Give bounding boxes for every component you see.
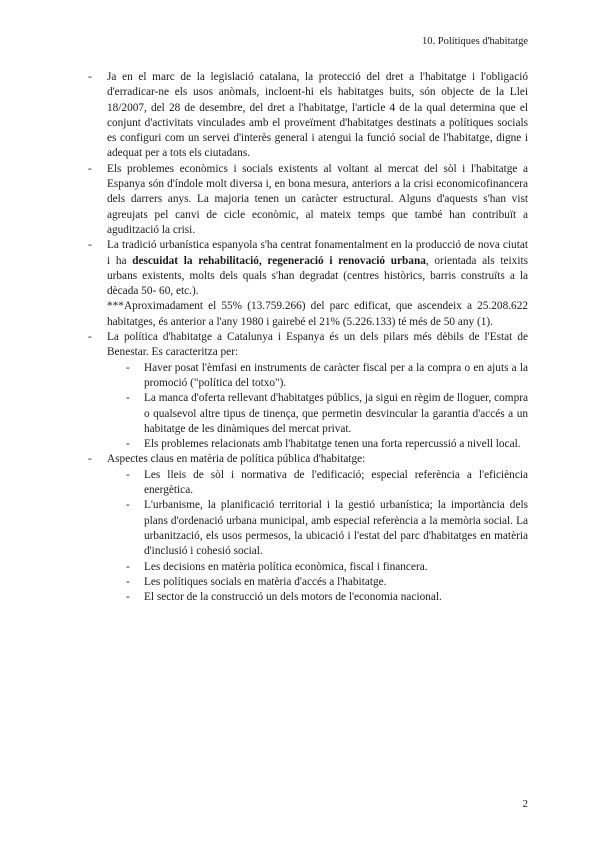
list-item	[88, 330, 528, 361]
list-item-text: Aspectes claus en matèria de política pública d'habitatge:	[107, 453, 366, 466]
sub-list-item	[88, 498, 528, 559]
list-marker: -	[126, 468, 130, 481]
list-marker: -	[126, 591, 130, 604]
list-item	[88, 162, 528, 238]
list-item	[88, 238, 528, 299]
sub-list-item-text: Les lleis de sòl i normativa de l'edificació; especial referència a l'eficiència energètica.	[144, 468, 528, 497]
list-item	[88, 452, 528, 467]
list-marker: -	[88, 453, 92, 466]
sub-list-item-text: El sector de la construcció un dels motors de l'economia nacional.	[144, 591, 442, 604]
list-marker: -	[126, 560, 130, 573]
sub-list-item	[88, 361, 528, 392]
list-marker: -	[88, 239, 92, 252]
list-item-text: Els problemes econòmics i socials existents al voltant al mercat del sòl i l'habitatge a Espanya són d'índole molt diversa i, en bona mesura, anteriors a la crisi economicofinancera dels darrers anys. La majoria tenen un caràcter estructural. Alguns d'aquests s'han vist agreujats pel canvi de cicle econòmic, al mateix temps que també han contribuït a agudització la crisi.	[107, 162, 528, 236]
document-body	[88, 70, 528, 605]
list-marker: -	[88, 331, 92, 344]
list-marker: -	[88, 162, 92, 175]
list-item-text: , orientada als teixits urbans existents, molts dels quals s'han degradat (centres històrics, barris construïts a la dècada 50- 60, etc.).	[107, 254, 528, 298]
list-item-text: Ja en el marc de la legislació catalana, la protecció del dret a l'habitatge i l'obligació d'erradicar-ne els usos anòmals, incloent-hi els habitatges buits, són objecte de la Llei 18/2007, del 28 de desembre, del dret a l'habitatge, l'article 4 de la qual determina que el conjunt d'activitats vinculades amb el proveïment d'habitatges destinats a polítiques socials es configuri com un servei d'interès general i atengui la funció social de l'habitatge, digne i adequat per a tots els ciutadans.	[107, 71, 528, 160]
sub-list-item-text: Les polítiques socials en matèria d'accés a l'habitatge.	[144, 575, 387, 588]
sub-list-item	[88, 437, 528, 452]
list-marker: -	[88, 71, 92, 83]
list-marker: -	[126, 392, 130, 405]
list-item-text: La política d'habitatge a Catalunya i Espanya és un dels pilars més dèbils de l'Estat de Benestar. Es caracteritza per:	[107, 331, 528, 359]
sub-list-item	[88, 575, 528, 590]
list-item	[88, 70, 528, 162]
sub-list-item	[88, 391, 528, 437]
list-item-text: La tradició urbanística espanyola s'ha centrat fonamentalment en la producció de nova ciutat i ha	[107, 239, 528, 267]
sub-list-item-text: Els problemes relacionats amb l'habitatge tenen una forta repercussió a nivell local.	[144, 438, 521, 451]
sub-list-item	[88, 590, 528, 605]
running-header: 10. Polítiques d'habitatge	[421, 36, 528, 47]
sub-list-item-text: Haver posat l'èmfasi en instruments de caràcter fiscal per a la compra o en ajuts a la promoció ("política del totxo").	[144, 361, 528, 389]
list-marker: -	[126, 361, 130, 374]
list-marker: -	[126, 438, 130, 451]
list-marker: -	[126, 499, 130, 512]
page-number: 2	[522, 798, 528, 810]
list-marker: -	[126, 575, 130, 588]
sub-list-item-text: La manca d'oferta rellevant d'habitatges públics, ja sigui en règim de lloguer, compra o qualsevol altre tipus de tinença, que permetin desvincular la garantia d'accés a un habitatge de les dinàmiques del mercat privat.	[144, 392, 528, 435]
sub-list-item	[88, 468, 528, 499]
sub-list-item-text: L'urbanisme, la planificació territorial i la gestió urbanística; la importància dels plans d'ordenació urbana municipal, amb especial referència a la memòria social. La urbanització, els usos permesos, la ubicació i l'estat del parc d'habitatges en matèria d'inclusió i cohesió social.	[144, 499, 528, 558]
sub-list-item	[88, 560, 528, 575]
bold-emphasis: descuidat la rehabilitació, regeneració i renovació urbana	[132, 254, 426, 267]
sub-list-item-text: Les decisions en matèria política econòmica, fiscal i financera.	[144, 560, 428, 573]
statistics-note: ***Aproximadament el 55% (13.759.266) del parc edificat, que ascendeix a 25.208.622 habitatges, és anterior a l'any 1980 i gairebé el 21% (5.226.133) té més de 50 any (1).	[107, 300, 528, 328]
